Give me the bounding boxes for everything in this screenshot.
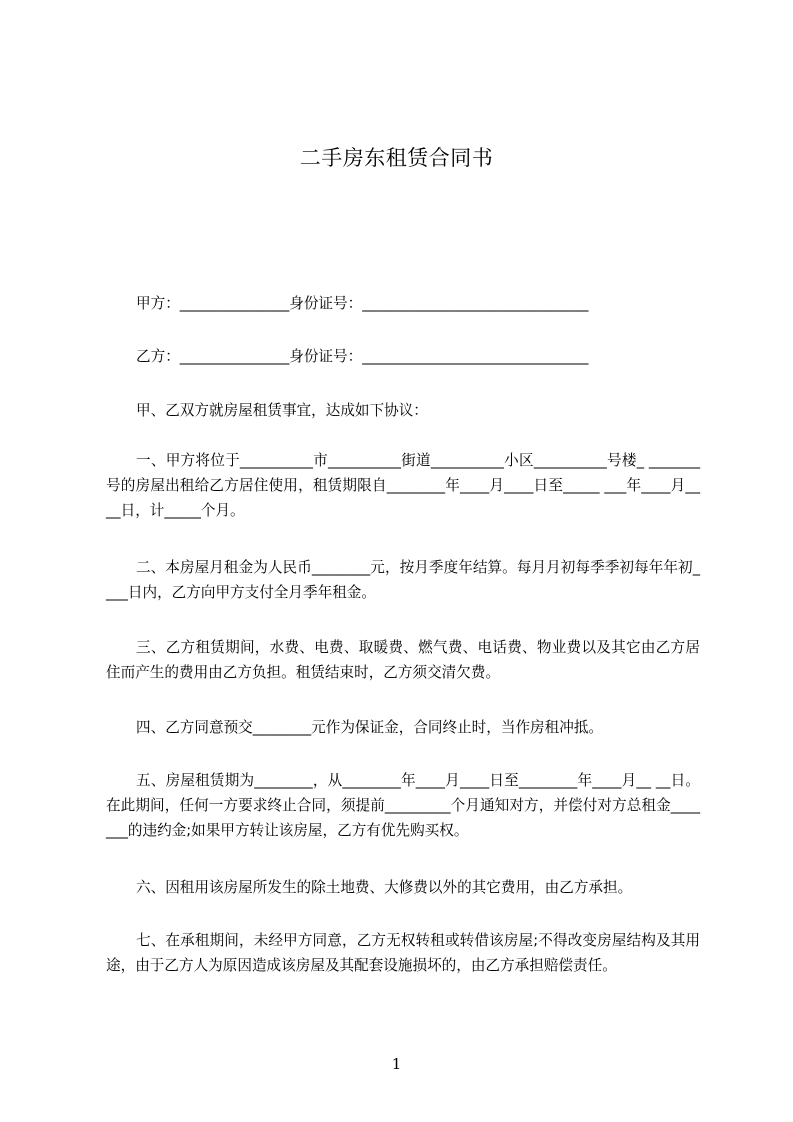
document-title: 二手房东租赁合同书 [299,146,494,170]
party-a-line: 甲方：_______________身份证号：_______________________________ [136,295,589,312]
clause-6: 六、因租用该房屋所发生的除土地费、大修费以外的其它费用，由乙方承担。 [136,879,633,896]
clause-2: 二、本房屋月租金为人民币________元，按月季度年结算。每月月初每季季初每年年初____日内，乙方向甲方支付全月季年租金。 [106,559,700,601]
clause-1: 一、甲方将位于__________市__________街道__________小区__________号楼_ _______号的房屋出租给乙方居住使用，租赁期限自________年____月____日至_____ ___年____月____日，计_____个月。 [106,452,700,519]
clause-5: 五、房屋租赁期为________，从________年____月____日至________年____月__ __日。在此期间，任何一方要求终止合同，须提前_________个月通知对方，并偿付对方总租金_______的违约金;如果甲方转让该房屋，乙方有优先购买权。 [106,772,700,839]
party-b-line: 乙方：_______________身份证号：_______________________________ [136,348,589,365]
clause-3: 三、乙方租赁期间，水费、电费、取暖费、燃气费、电话费、物业费以及其它由乙方居住而产生的费用由乙方负担。租赁结束时，乙方须交清欠费。 [106,639,700,681]
clause-7: 七、在承租期间，未经甲方同意，乙方无权转租或转借该房屋;不得改变房屋结构及其用途，由于乙方人为原因造成该房屋及其配套设施损坏的，由乙方承担赔偿责任。 [106,932,700,974]
clause-4: 四、乙方同意预交________元作为保证金，合同终止时，当作房租冲抵。 [136,719,604,736]
agreement-intro: 甲、乙双方就房屋租赁事宜，达成如下协议： [136,402,428,419]
page-number: 1 [391,1055,402,1073]
